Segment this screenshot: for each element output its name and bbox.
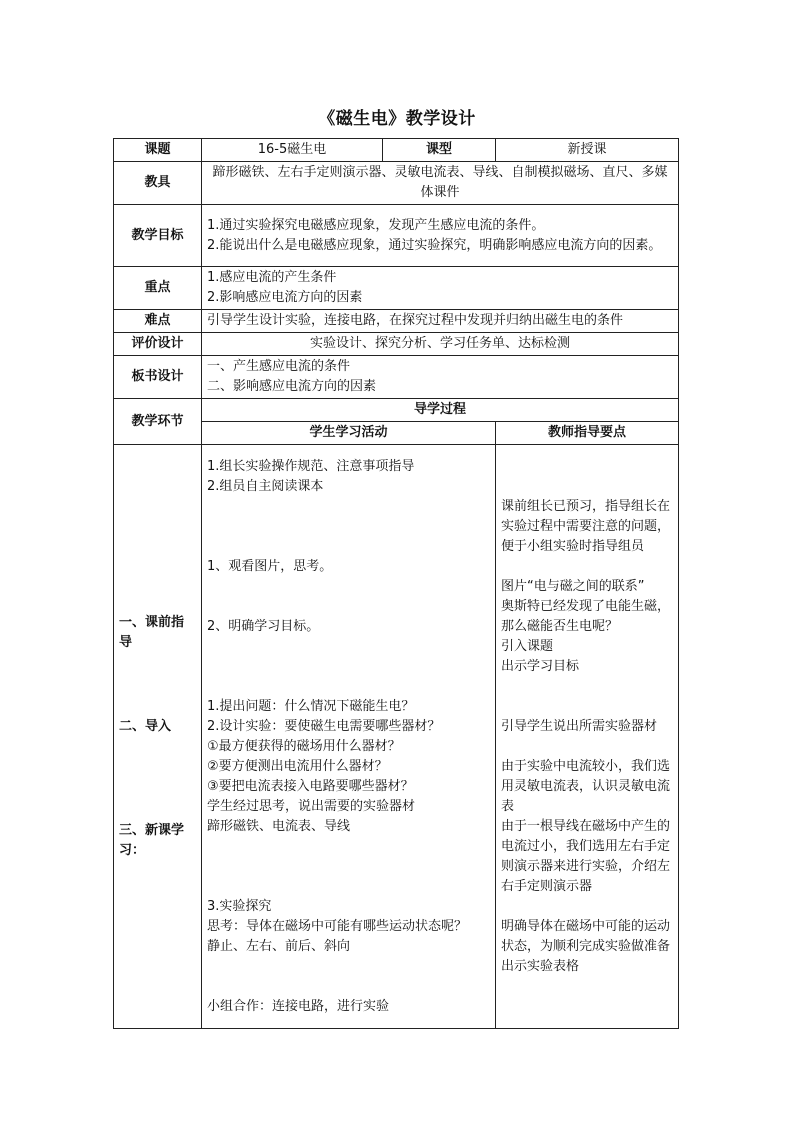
key-label: 重点 (114, 267, 202, 310)
board-value (202, 356, 679, 399)
tools-label: 教具 (114, 162, 202, 205)
board-label: 板书设计 (114, 356, 202, 399)
student-activity-cell (202, 445, 496, 1029)
goals-label: 教学目标 (114, 205, 202, 267)
type-label: 课型 (383, 139, 496, 162)
teacher-guidance-line: 奥斯特已经发现了电能生磁，那么磁能否生电呢？ (501, 598, 671, 634)
key-item: 2.影响感应电流方向的因素 (207, 290, 363, 305)
difficulty-label: 难点 (114, 310, 202, 333)
table-row-topic (114, 139, 679, 162)
student-activity-line: 小组合作：连接电路，进行实验 (207, 998, 390, 1014)
evaluation-label: 评价设计 (114, 333, 202, 356)
board-item: 二、影响感应电流方向的因素 (207, 379, 377, 394)
goal-item: 2.能说出什么是电磁感应现象，通过实验探究，明确影响感应电流方向的因素。 (207, 237, 662, 253)
table-row-tools (114, 162, 679, 205)
table-row-process-body (114, 445, 679, 1029)
table-row-board (114, 356, 679, 399)
teacher-guidance-line: 出示学习目标 (501, 658, 580, 674)
teacher-guidance-line: 由于一根导线在磁场中产生的电流过小，我们选用左右手定则演示器来进行实验，介绍左右手定则演示器 (501, 818, 671, 894)
student-activity-line: 3.实验探究 (207, 898, 272, 914)
stage-header: 教学环节 (114, 399, 202, 445)
table-row-evaluation (114, 333, 679, 356)
table-row-difficulty (114, 310, 679, 333)
teacher-guidance-line: 出示实验表格 (501, 958, 580, 974)
stages-cell (114, 445, 202, 1029)
process-header: 导学过程 (202, 399, 679, 422)
student-activity-line: 思考：导体在磁场中可能有哪些运动状态呢？ (207, 918, 468, 934)
student-activity-line: ①最方便获得的磁场用什么器材？ (207, 738, 401, 754)
table-row-process-header (114, 399, 679, 422)
topic-value: 16-5磁生电 (202, 139, 383, 162)
student-activity-line: 2.设计实验：要使磁生电需要哪些器材？ (207, 718, 441, 734)
key-item: 1.感应电流的产生条件 (207, 270, 337, 285)
student-activity-line: 1.组长实验操作规范、注意事项指导 (207, 458, 415, 474)
student-activity-line: ②要方便测出电流用什么器材？ (207, 758, 388, 774)
difficulty-value: 引导学生设计实验，连接电路，在探究过程中发现并归纳出磁生电的条件 (202, 310, 679, 333)
teacher-guidance-line: 由于实验中电流较小，我们选用灵敏电流表，认识灵敏电流表 (501, 758, 671, 814)
topic-label: 课题 (114, 139, 202, 162)
teacher-guidance-line: 图片“电与磁之间的联系” (501, 578, 645, 594)
student-activity-line: 2.组员自主阅读课本 (207, 478, 324, 494)
student-activity-header: 学生学习活动 (202, 422, 496, 445)
goal-item: 1.通过实验探究电磁感应现象，发现产生感应电流的条件。 (207, 217, 545, 233)
type-value: 新授课 (496, 139, 679, 162)
teacher-guidance-line: 引入课题 (501, 638, 554, 654)
teacher-guidance-line: 引导学生说出所需实验器材 (501, 718, 658, 734)
teacher-guidance-line: 明确导体在磁场中可能的运动状态，为顺利完成实验做准备 (501, 918, 671, 954)
teacher-guidance-cell (496, 445, 679, 1029)
student-activity-line: 学生经过思考，说出需要的实验器材 (207, 798, 416, 814)
student-activity-line: ③要把电流表接入电路要哪些器材？ (207, 778, 414, 794)
evaluation-value: 实验设计、探究分析、学习任务单、达标检测 (202, 333, 679, 356)
stage-item: 二、导入 (119, 718, 172, 734)
stage-item: 三、新课学习： (119, 822, 185, 858)
student-activity-line: 1、观看图片，思考。 (207, 558, 333, 574)
student-activity-line: 蹄形磁铁、电流表、导线 (207, 818, 351, 834)
student-activity-line: 静止、左右、前后、斜向 (207, 938, 351, 954)
student-activity-line: 1.提出问题：什么情况下磁能生电？ (207, 698, 415, 714)
board-item: 一、产生感应电流的条件 (207, 359, 351, 374)
table-row-goals (114, 205, 679, 267)
table-row-key (114, 267, 679, 310)
student-activity-line: 2、明确学习目标。 (207, 618, 320, 634)
page-title: 《磁生电》教学设计 (318, 109, 476, 129)
lesson-plan-table (113, 138, 679, 1029)
teacher-guidance-header: 教师指导要点 (496, 422, 679, 445)
stage-item: 一、课前指导 (119, 614, 185, 650)
tools-value: 蹄形磁铁、左右手定则演示器、灵敏电流表、导线、自制模拟磁场、直尺、多媒体课件 (202, 162, 679, 205)
key-value (202, 267, 679, 310)
teacher-guidance-line: 课前组长已预习，指导组长在实验过程中需要注意的问题，便于小组实验时指导组员 (501, 498, 671, 554)
goals-value (202, 205, 679, 267)
